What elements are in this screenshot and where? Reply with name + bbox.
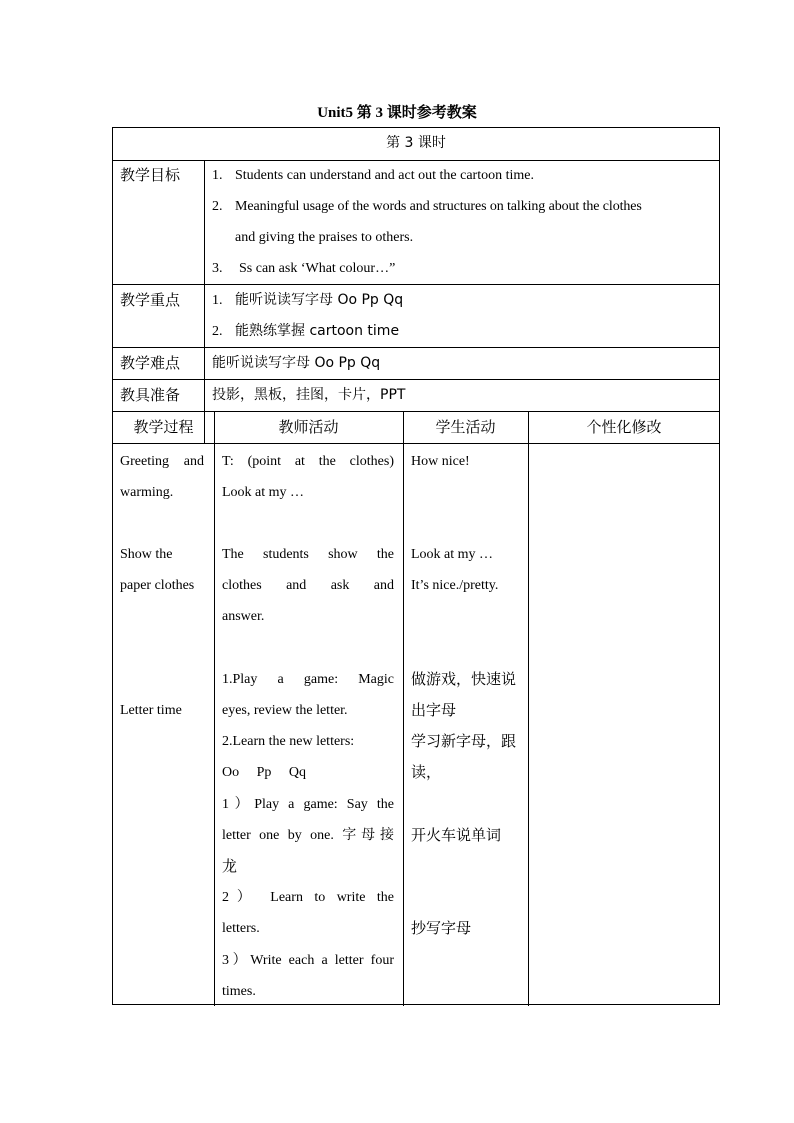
objective-num: 2. (212, 199, 223, 214)
row-divider (113, 443, 719, 444)
teacher-activity: 2） Learn to write the (222, 890, 394, 905)
teacher-activity: 1）Play a game: Say the (222, 797, 394, 812)
materials-text: 投影，黑板，挂图，卡片，PPT (212, 387, 406, 403)
teacher-activity: letter one by one. 字母接 (222, 828, 394, 843)
teacher-activity: Oo Pp Qq (222, 765, 307, 780)
difficulties-label: 教学难点 (120, 354, 181, 372)
header-notes: 个性化修改 (586, 418, 662, 436)
column-divider (528, 411, 529, 1006)
teacher-activity: 1.Play a game: Magic (222, 672, 394, 687)
teacher-activity: 3）Write each a letter four (222, 953, 394, 968)
objective-text: Students can understand and act out the cartoon time. (235, 168, 534, 183)
student-activity: It’s nice./pretty. (411, 578, 499, 593)
student-activity: Look at my … (411, 547, 494, 562)
document-title: Unit5 第 3 课时参考教案 (317, 105, 477, 121)
key-points-label: 教学重点 (120, 291, 181, 309)
process-text: Show the (120, 547, 173, 562)
teacher-activity: T: (point at the clothes) (222, 454, 394, 469)
objectives-label: 教学目标 (120, 166, 181, 184)
process-text: paper clothes (120, 578, 195, 593)
teacher-activity: times. (222, 984, 256, 999)
teacher-activity: answer. (222, 609, 265, 624)
column-divider (403, 411, 404, 1006)
key-point-num: 1. (212, 293, 223, 308)
student-activity: 学习新字母，跟 (411, 732, 517, 750)
objective-num: 3. (212, 261, 223, 276)
lesson-plan-table (112, 127, 720, 1005)
student-activity: 抄写字母 (411, 919, 472, 937)
column-divider (204, 160, 205, 443)
objective-text: Ss can ask ‘What colour…” (239, 261, 396, 276)
teacher-activity: clothes and ask and (222, 578, 394, 593)
teacher-activity: 2.Learn the new letters: (222, 734, 355, 749)
teacher-activity: eyes, review the letter. (222, 703, 348, 718)
teacher-activity: The students show the (222, 547, 394, 562)
teacher-activity: Look at my … (222, 485, 305, 500)
column-divider (214, 411, 215, 1006)
student-activity: 做游戏，快速说 (411, 670, 517, 688)
process-text: warming. (120, 485, 174, 500)
student-activity: 读， (411, 763, 442, 781)
process-text: Letter time (120, 703, 182, 718)
student-activity: How nice! (411, 454, 470, 469)
header-process: 教学过程 (133, 418, 194, 436)
objective-num: 1. (212, 168, 223, 183)
lesson-label: 第 3 课时 (386, 135, 446, 151)
student-activity: 开火车说单词 (411, 826, 502, 844)
objective-text: Meaningful usage of the words and structures on talking about the clothes (235, 199, 642, 214)
key-point-num: 2. (212, 324, 223, 339)
teacher-activity: 龙 (222, 857, 238, 875)
objective-text-cont: and giving the praises to others. (235, 230, 414, 245)
student-activity: 出字母 (411, 701, 457, 719)
header-student: 学生活动 (435, 418, 496, 436)
key-point-text: 能熟练掌握 cartoon time (235, 323, 400, 339)
process-text: Greeting and (120, 454, 204, 469)
teacher-activity: letters. (222, 921, 260, 936)
difficulties-text: 能听说读写字母 Oo Pp Qq (212, 355, 381, 371)
header-teacher: 教师活动 (278, 418, 339, 436)
materials-label: 教具准备 (120, 386, 181, 404)
key-point-text: 能听说读写字母 Oo Pp Qq (235, 292, 404, 308)
